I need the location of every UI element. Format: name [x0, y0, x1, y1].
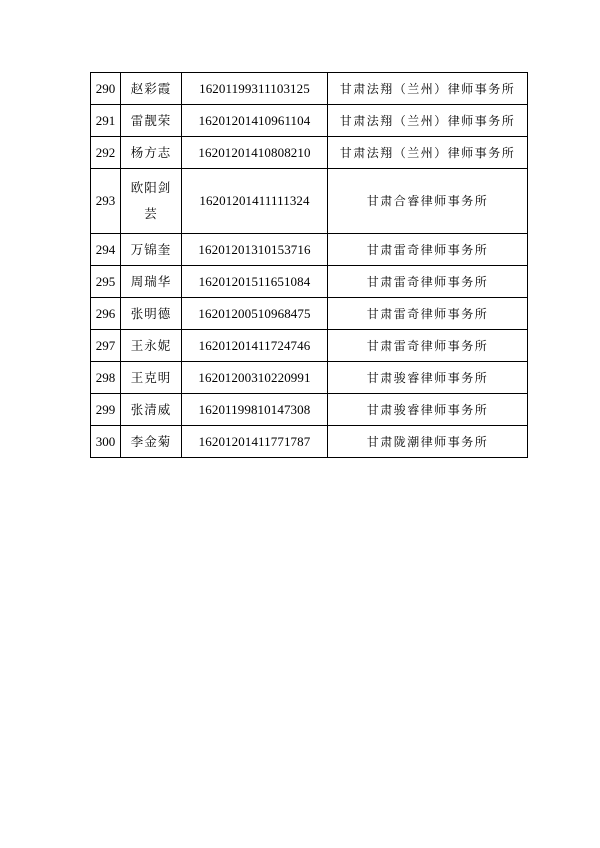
lawyer-name: 王克明: [121, 362, 182, 394]
row-number: 297: [91, 330, 121, 362]
license-number: 16201201411724746: [182, 330, 328, 362]
row-number: 299: [91, 394, 121, 426]
table-row: [91, 169, 528, 234]
license-number: 16201201310153716: [182, 234, 328, 266]
license-number: 16201199311103125: [182, 73, 328, 105]
lawyer-name: 张清威: [121, 394, 182, 426]
lawyer-name: 万锦奎: [121, 234, 182, 266]
license-number: 16201201410808210: [182, 137, 328, 169]
row-number: 298: [91, 362, 121, 394]
law-firm: 甘肃骏睿律师事务所: [328, 362, 528, 394]
row-number: 295: [91, 266, 121, 298]
table-row: [91, 330, 528, 362]
row-number: 292: [91, 137, 121, 169]
law-firm: 甘肃雷奇律师事务所: [328, 330, 528, 362]
license-number: 16201201411771787: [182, 426, 328, 458]
row-number: 290: [91, 73, 121, 105]
lawyer-name: 赵彩霞: [121, 73, 182, 105]
row-number: 291: [91, 105, 121, 137]
law-firm: 甘肃法翔（兰州）律师事务所: [328, 105, 528, 137]
table-row: [91, 234, 528, 266]
row-number: 293: [91, 169, 121, 234]
table-row: [91, 266, 528, 298]
lawyer-name: 周瑞华: [121, 266, 182, 298]
table-row: [91, 137, 528, 169]
row-number: 300: [91, 426, 121, 458]
lawyer-name: 雷靓荣: [121, 105, 182, 137]
license-number: 16201201410961104: [182, 105, 328, 137]
license-number: 16201200510968475: [182, 298, 328, 330]
license-number: 16201201511651084: [182, 266, 328, 298]
lawyer-list-table: [90, 72, 528, 458]
table-row: [91, 105, 528, 137]
lawyer-name-line-2: 芸: [144, 206, 158, 221]
lawyer-name-line-1: 欧阳剑: [130, 180, 172, 195]
table-row: [91, 298, 528, 330]
license-number: 16201201411111324: [182, 169, 328, 234]
table-row: [91, 73, 528, 105]
table-row: [91, 394, 528, 426]
lawyer-name: [121, 169, 182, 234]
law-firm: 甘肃法翔（兰州）律师事务所: [328, 73, 528, 105]
table-row: [91, 362, 528, 394]
law-firm: 甘肃陇潮律师事务所: [328, 426, 528, 458]
law-firm: 甘肃雷奇律师事务所: [328, 298, 528, 330]
lawyer-name: 杨方志: [121, 137, 182, 169]
row-number: 294: [91, 234, 121, 266]
row-number: 296: [91, 298, 121, 330]
license-number: 16201199810147308: [182, 394, 328, 426]
law-firm: 甘肃骏睿律师事务所: [328, 394, 528, 426]
table-row: [91, 426, 528, 458]
law-firm: 甘肃法翔（兰州）律师事务所: [328, 137, 528, 169]
law-firm: 甘肃雷奇律师事务所: [328, 234, 528, 266]
lawyer-name: 李金菊: [121, 426, 182, 458]
lawyer-list-table-container: [90, 72, 527, 458]
license-number: 16201200310220991: [182, 362, 328, 394]
law-firm: 甘肃合睿律师事务所: [328, 169, 528, 234]
law-firm: 甘肃雷奇律师事务所: [328, 266, 528, 298]
lawyer-name: 张明德: [121, 298, 182, 330]
lawyer-name: 王永妮: [121, 330, 182, 362]
